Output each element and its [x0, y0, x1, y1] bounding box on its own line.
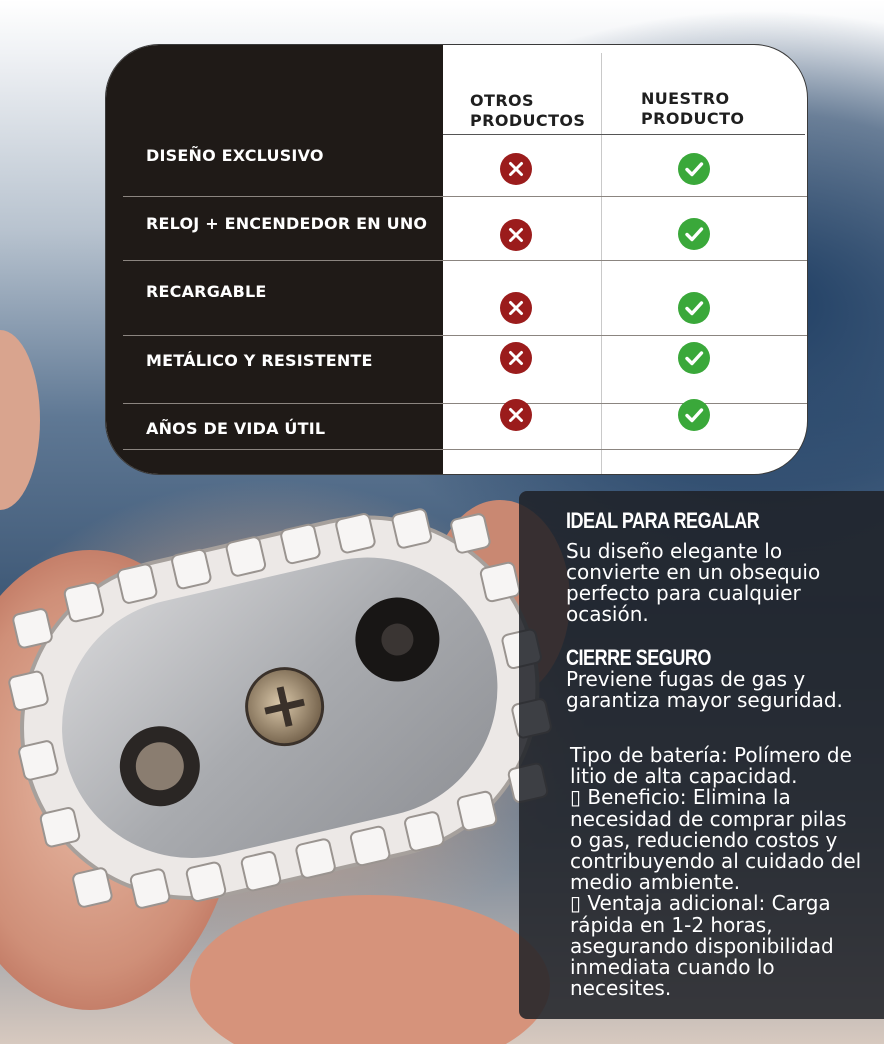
cross-icon — [500, 292, 532, 324]
cross-icon — [500, 219, 532, 251]
header-nuestro-text: NUESTRO PRODUCTO — [641, 89, 745, 128]
battery-spec-text — [570, 745, 880, 999]
spec-line: medio ambiente. — [570, 870, 741, 895]
spec-line: contribuyendo al cuidado del — [570, 849, 862, 874]
check-icon — [678, 153, 710, 185]
cierre-text: Previene fugas de gas y garantiza mayor seguridad. — [566, 667, 843, 712]
cross-icon — [500, 153, 532, 185]
row-divider — [123, 260, 808, 261]
row-label-diseno: DISEÑO EXCLUSIVO — [146, 146, 324, 165]
check-icon — [678, 218, 710, 250]
regalar-text: Su diseño elegante lo convierte en un obsequio perfecto para cualquier ocasión. — [566, 539, 821, 626]
spec-line: necesidad de comprar pilas — [570, 806, 847, 831]
row-divider — [123, 196, 808, 197]
cross-icon — [500, 399, 532, 431]
spec-line: rápida en 1-2 horas, — [570, 912, 773, 937]
spec-line: inmediata cuando lo — [570, 955, 775, 980]
row-label-vida-util: AÑOS DE VIDA ÚTIL — [146, 419, 326, 438]
header-divider — [443, 134, 805, 135]
header-otros-productos — [470, 91, 585, 131]
cross-icon — [500, 342, 532, 374]
spec-line: litio de alta capacidad. — [570, 764, 798, 789]
row-divider — [123, 449, 808, 450]
spec-line: ▯ Ventaja adicional: Carga — [570, 891, 831, 916]
spec-line: ▯ Beneficio: Elimina la — [570, 785, 791, 810]
spec-line: asegurando disponibilidad — [570, 933, 834, 958]
cierre-title: CIERRE SEGURO — [566, 645, 711, 670]
spec-line: necesites. — [570, 976, 672, 1001]
row-divider — [123, 335, 808, 336]
row-label-reloj: RELOJ + ENCENDEDOR EN UNO — [146, 214, 428, 233]
check-icon — [678, 292, 710, 324]
check-icon — [678, 342, 710, 374]
comparison-table — [105, 44, 808, 475]
column-divider — [601, 53, 602, 475]
row-label-recargable: RECARGABLE — [146, 282, 267, 301]
regalar-title: IDEAL PARA REGALAR — [566, 508, 760, 533]
header-nuestro-producto — [641, 89, 744, 129]
check-icon — [678, 399, 710, 431]
spec-line: o gas, reduciendo costos y — [570, 827, 838, 852]
header-otros-text: OTROS PRODUCTOS — [470, 91, 586, 130]
finger-left — [0, 330, 40, 510]
info-panel — [519, 491, 884, 1019]
finger-bottom — [190, 895, 550, 1044]
spec-line: Tipo de batería: Polímero de — [570, 743, 852, 767]
row-label-metalico: METÁLICO Y RESISTENTE — [146, 351, 373, 370]
